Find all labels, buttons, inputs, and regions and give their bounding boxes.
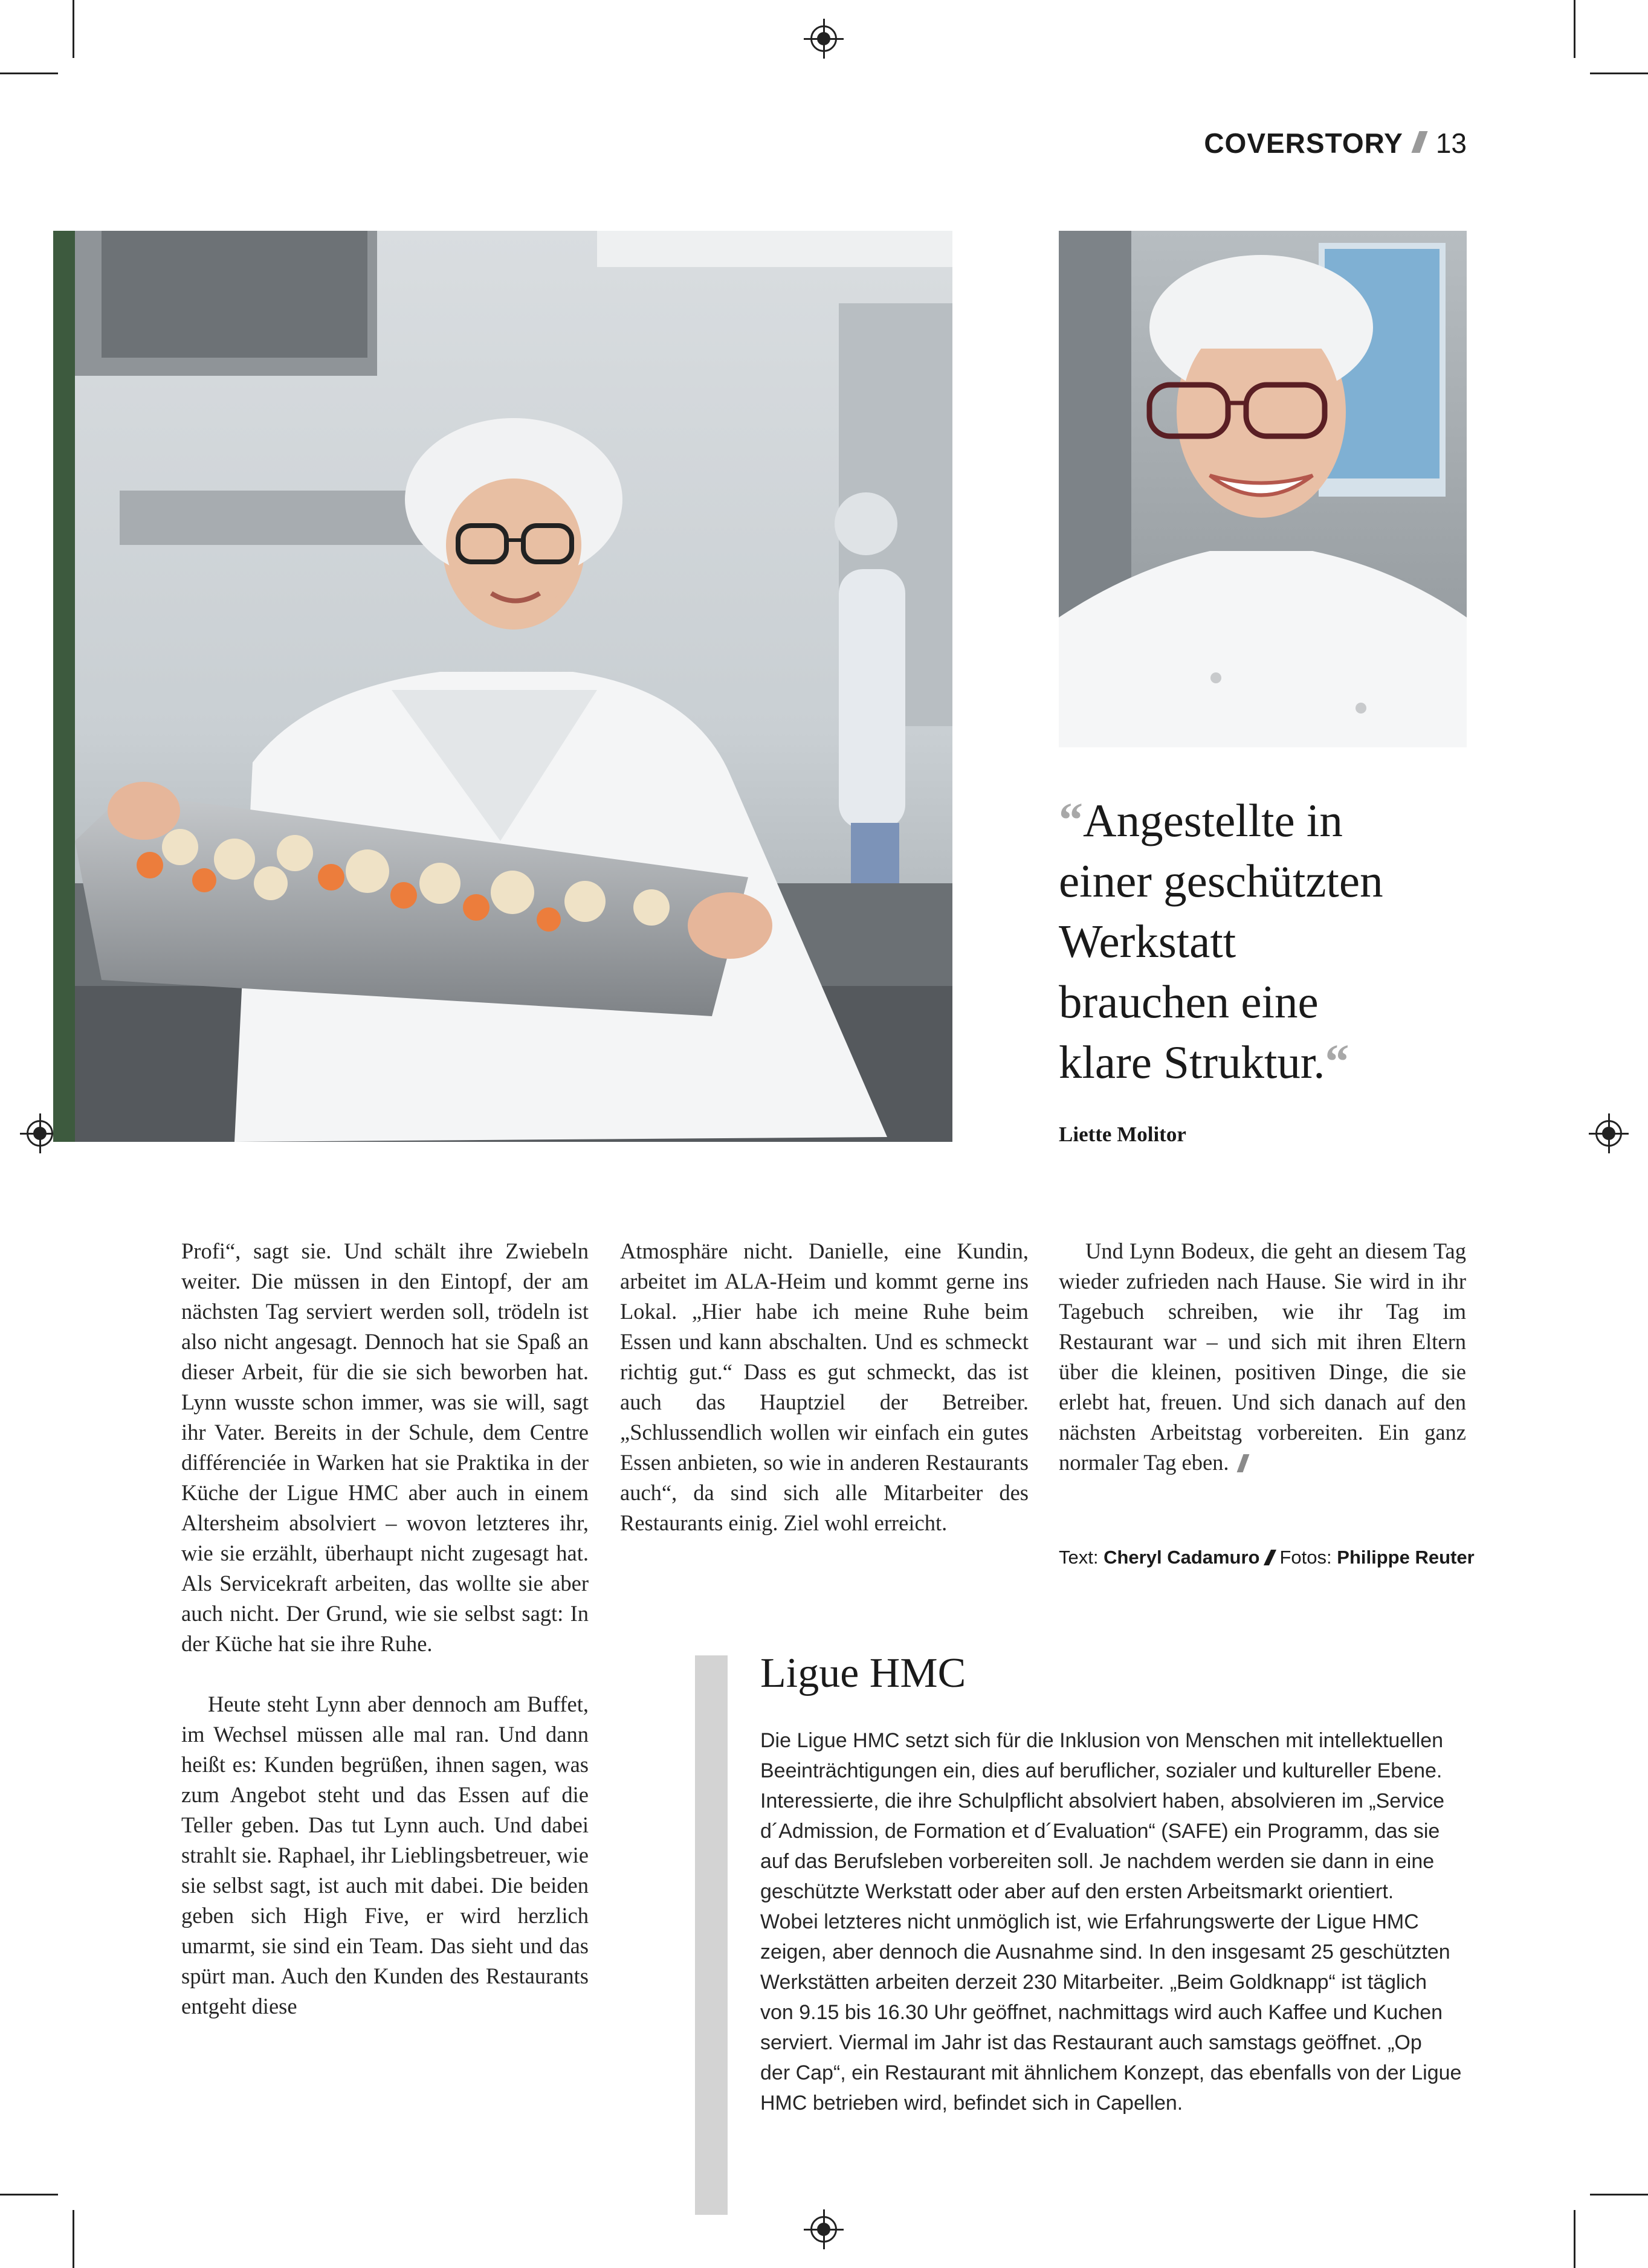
section-label: COVERSTORY [1204, 127, 1403, 159]
registration-mark-icon [27, 1120, 53, 1147]
crop-mark [0, 72, 58, 74]
pull-quote-line: brauchen eine [1059, 976, 1319, 1028]
infobox-line: Beeinträchtigungen ein, dies auf beruflicher, sozialer und kultureller Ebene. [760, 1759, 1443, 1782]
slash-icon [1411, 131, 1427, 153]
infobox-line: auf das Berufsleben vorbereiten soll. Je nachdem werden sie dann in eine [760, 1850, 1435, 1873]
infobox-line: Interessierte, die ihre Schulpflicht absolviert haben, absolvieren im „Service [760, 1790, 1444, 1812]
credit-photo-label: Fotos: [1279, 1547, 1332, 1568]
article-column-1 [181, 1236, 589, 2022]
end-mark-icon [1236, 1454, 1249, 1472]
paragraph: Heute steht Lynn aber dennoch am Buffet, im Wechsel müssen alle mal ran. Und dann heißt es: Kunden begrüßen, ihnen sagen, was zum Angebot steht und das Essen auf die Teller geben. Das tut Lynn auch. Und dabei strahlt sie. Raphael, ihr Lieblingsbetreuer, wie sie selbst sagt, ist auch mit dabei. Die beiden geben sich High Five, er wird herzlich umarmt, sie sind ein Team. Das sieht und das spürt man. Auch den Kunden des Restaurants entgeht diese [181, 1692, 589, 2018]
registration-mark-icon [1595, 1120, 1622, 1147]
slash-icon [1263, 1550, 1276, 1565]
infobox-bar [695, 1655, 728, 2215]
registration-mark-icon [810, 25, 837, 52]
registration-mark-icon [810, 2216, 837, 2243]
quote-open-icon: “ [1059, 794, 1083, 847]
infobox-line: serviert. Viermal im Jahr ist das Restaurant auch samstags geöffnet. „Op [760, 2031, 1422, 2054]
pull-quote-line: “Angestellte in [1059, 794, 1343, 847]
page-number: 13 [1435, 127, 1467, 159]
crop-mark [1590, 72, 1648, 74]
infobox-line: Wobei letzteres nicht unmöglich ist, wie Erfahrungswerte der Ligue HMC [760, 1910, 1419, 1933]
infobox-line: HMC betrieben wird, befindet sich in Capellen. [760, 2092, 1183, 2115]
crop-mark [0, 2194, 58, 2196]
article-column-3 [1059, 1236, 1466, 1478]
crop-mark [1574, 2210, 1575, 2268]
credit-text-label: Text: [1059, 1547, 1099, 1568]
pull-quote [1059, 790, 1458, 1092]
quote-author: Liette Molitor [1059, 1123, 1186, 1146]
infobox-line: zeigen, aber dennoch die Ausnahme sind. In den insgesamt 25 geschützten [760, 1941, 1450, 1964]
crop-mark [1590, 2194, 1648, 2196]
photo-cook-portrait [1059, 231, 1467, 747]
infobox-line: der Cap“, ein Restaurant mit ähnlichem Konzept, das ebenfalls von der Ligue [760, 2061, 1462, 2084]
infobox-line: von 9.15 bis 16.30 Uhr geöffnet, nachmittags wird auch Kaffee und Kuchen [760, 2001, 1443, 2024]
photo-kitchen-worker-icon [53, 231, 952, 1142]
article-column-2 [620, 1236, 1029, 1538]
infobox-line: Die Ligue HMC setzt sich für die Inklusion von Menschen mit intellektuellen [760, 1729, 1444, 1752]
paragraph: Und Lynn Bodeux, die geht an diesem Tag wieder zufrieden nach Hause. Sie wird in ihr Tagebuch schreiben, wie ihr Tag im Restaurant war – und sich mit ihren Eltern über die kleinen, positiven Dinge, die sie erlebt hat, freuen. Und sich danach auf den nächsten Arbeitstag vorbereiten. Ein ganz normaler Tag eben. [1059, 1239, 1466, 1475]
pull-quote-line: klare Struktur.“ [1059, 1036, 1349, 1089]
paragraph: Profi“, sagt sie. Und schält ihre Zwiebeln weiter. Die müssen in den Eintopf, der am nächsten Tag serviert werden soll, trödeln ist also nicht angesagt. Dennoch hat sie Spaß an dieser Arbeit, für die sie sich beworben hat. Lynn wusste schon immer, was sie will, sagt ihr Vater. Bereits in der Schule, dem Centre différenciée in Warken hat sie Praktika in der Küche der Ligue HMC aber auch in einem Altersheim absolviert – wovon letzteres ihr, wie sie erzählt, überhaupt nicht zugesagt hat. Als Servicekraft arbeiten, das wollte sie aber auch nicht. Der Grund, wie sie selbst sagt: In der Küche hat sie ihre Ruhe. [181, 1239, 589, 1656]
pull-quote-line: einer geschützten [1059, 855, 1383, 907]
crop-mark [73, 2210, 74, 2268]
pull-quote-line: Werkstatt [1059, 915, 1236, 967]
infobox-title: Ligue HMC [760, 1650, 966, 1696]
article-credits [1059, 1547, 1475, 1568]
crop-mark [1574, 0, 1575, 58]
photo-smiling-cook-portrait-icon [1059, 231, 1467, 747]
infobox-text [760, 1725, 1462, 2118]
credit-text-author: Cheryl Cadamuro [1104, 1547, 1260, 1568]
photo-kitchen-worker [53, 231, 952, 1142]
paragraph: Atmosphäre nicht. Danielle, eine Kundin, arbeitet im ALA-Heim und kommt gerne ins Lokal. „Hier habe ich meine Ruhe beim Essen und kann abschalten. Und es schmeckt richtig gut.“ Dass es gut schmeckt, das ist auch das Hauptziel der Betreiber. „Schlussendlich wollen wir einfach ein gutes Essen anbieten, so wie in anderen Restaurants auch“, da sind sich alle Mitarbeiter des Restaurants einig. Ziel wohl erreicht. [620, 1239, 1029, 1535]
crop-mark [73, 0, 74, 58]
page-header [1204, 127, 1467, 159]
infobox-line: geschützte Werkstatt oder aber auf den ersten Arbeitsmarkt orientiert. [760, 1880, 1394, 1903]
credit-photo-author: Philippe Reuter [1337, 1547, 1475, 1568]
quote-close-icon: “ [1325, 1036, 1349, 1089]
infobox-line: d´Admission, de Formation et d´Evaluation“ (SAFE) ein Programm, das sie [760, 1820, 1440, 1843]
infobox-line: Werkstätten arbeiten derzeit 230 Mitarbeiter. „Beim Goldknapp“ ist täglich [760, 1971, 1427, 1994]
